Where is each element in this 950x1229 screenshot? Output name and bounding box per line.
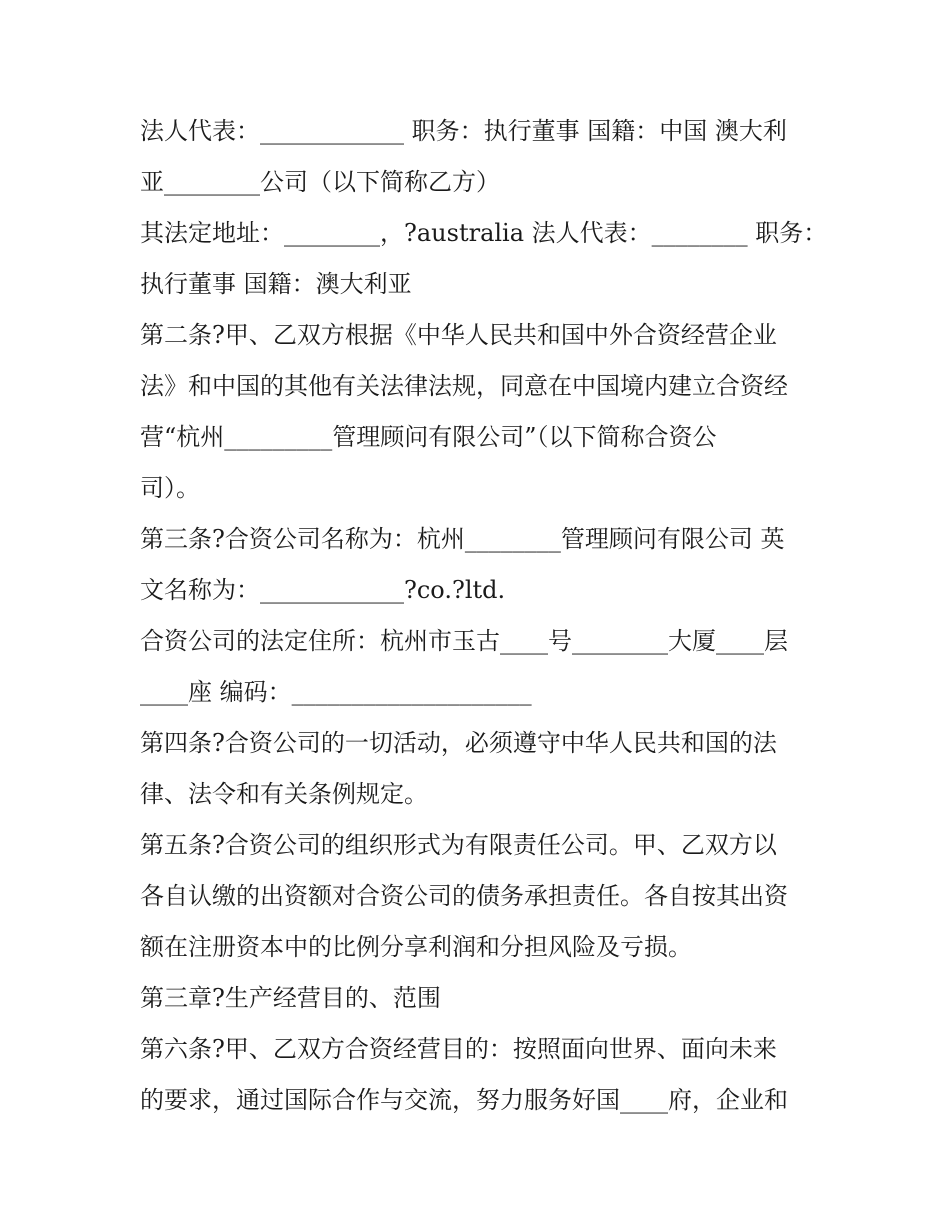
- article-6-line-1: 第六条?甲、乙双方合资经营目的：按照面向世界、面向未来: [140, 1035, 777, 1063]
- chapter-3-heading: 第三章?生产经营目的、范围: [140, 984, 441, 1012]
- article-5-line-3: 额在注册资本中的比例分享利润和分担风险及亏损。: [140, 933, 692, 961]
- article-4-line-1: 第四条?合资公司的一切活动，必须遵守中华人民共和国的法: [140, 729, 777, 757]
- party-b-company-line: 亚________公司（以下简称乙方）: [140, 168, 500, 196]
- article-2-line-3: 营“杭州_________管理顾问有限公司”（以下简称合资公: [140, 423, 717, 451]
- legal-rep-line: 法人代表：____________ 职务：执行董事 国籍：中国 澳大利: [140, 117, 787, 145]
- party-b-position-line: 执行董事 国籍：澳大利亚: [140, 270, 412, 298]
- document-body: [140, 106, 830, 1126]
- party-b-address-line: 其法定地址：________，?australia 法人代表：________ 职务：: [140, 219, 828, 247]
- article-2-line-2: 法》和中国的其他有关法律法规，同意在中国境内建立合资经: [140, 372, 788, 400]
- legal-address-line-1: 合资公司的法定住所：杭州市玉古____号________大厦____层: [140, 627, 788, 655]
- article-4-line-2: 律、法令和有关条例规定。: [140, 780, 428, 808]
- article-3-line-1: 第三条?合资公司名称为：杭州________管理顾问有限公司 英: [140, 525, 785, 553]
- article-5-line-2: 各自认缴的出资额对合资公司的债务承担责任。各自按其出资: [140, 882, 788, 910]
- legal-address-line-2: ____座 编码：____________________: [140, 678, 532, 706]
- article-2-line-4: 司）。: [140, 474, 200, 502]
- article-5-line-1: 第五条?合资公司的组织形式为有限责任公司。甲、乙双方以: [140, 831, 777, 859]
- article-2-line-1: 第二条?甲、乙双方根据《中华人民共和国中外合资经营企业: [140, 321, 777, 349]
- article-6-line-2: 的要求，通过国际合作与交流，努力服务好国____府，企业和: [140, 1086, 788, 1114]
- article-3-line-2: 文名称为：____________?co.?ltd.: [140, 576, 506, 604]
